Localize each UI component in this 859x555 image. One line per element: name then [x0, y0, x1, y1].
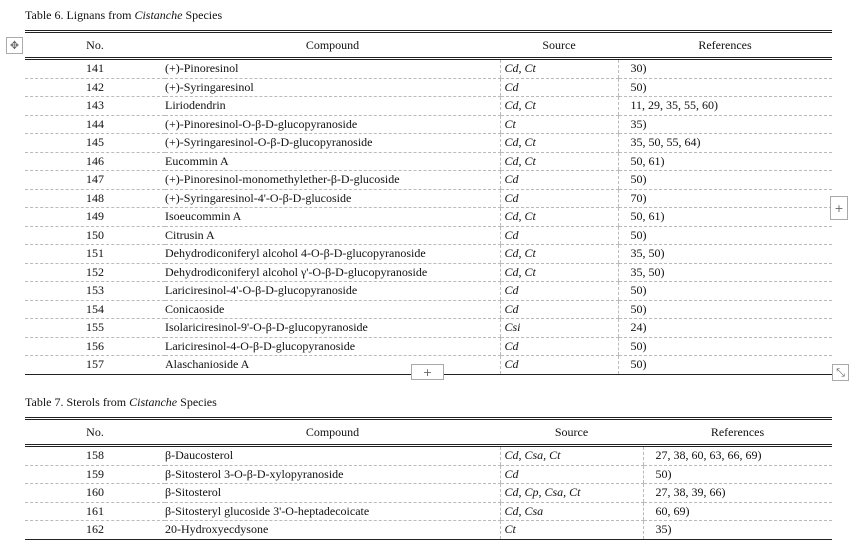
- cell-source: Cd, Cp, Csa, Ct: [500, 484, 643, 503]
- table-row: [25, 97, 832, 116]
- cell-source: Cd: [500, 337, 618, 356]
- cell-no: 144: [25, 115, 165, 134]
- cell-source: Cd, Csa: [500, 502, 643, 521]
- cell-no: 146: [25, 152, 165, 171]
- cell-source: Cd, Ct: [500, 59, 618, 79]
- cell-no: 148: [25, 189, 165, 208]
- cell-references: 50): [618, 356, 832, 375]
- cell-compound: β-Sitosteryl glucoside 3'-O-heptadecoicate: [165, 502, 500, 521]
- table-row: [25, 300, 832, 319]
- header-compound: Compound: [165, 32, 500, 59]
- table-row: [25, 337, 832, 356]
- header-source: Source: [500, 419, 643, 446]
- table-row: [25, 226, 832, 245]
- cell-source: Cd, Ct: [500, 97, 618, 116]
- cell-compound: Isoeucommin A: [165, 208, 500, 227]
- cell-references: 30): [618, 59, 832, 79]
- header-compound: Compound: [165, 419, 500, 446]
- cell-references: 60, 69): [643, 502, 832, 521]
- cell-compound: Citrusin A: [165, 226, 500, 245]
- cell-compound: β-Sitosterol 3-O-β-D-xylopyranoside: [165, 465, 500, 484]
- cell-references: 11, 29, 35, 55, 60): [618, 97, 832, 116]
- cell-compound: (+)-Syringaresinol-4'-O-β-D-glucoside: [165, 189, 500, 208]
- cell-references: 50): [618, 300, 832, 319]
- add-column-button[interactable]: +: [830, 196, 848, 220]
- table-row: [25, 152, 832, 171]
- cell-references: 27, 38, 60, 63, 66, 69): [643, 446, 832, 466]
- table-row: [25, 484, 832, 503]
- cell-source: Cd: [500, 356, 618, 375]
- cell-source: Cd: [500, 465, 643, 484]
- cell-no: 156: [25, 337, 165, 356]
- cell-source: Ct: [500, 115, 618, 134]
- cell-compound: β-Daucosterol: [165, 446, 500, 466]
- header-references: References: [618, 32, 832, 59]
- cell-references: 50): [618, 282, 832, 301]
- table7-caption: Table 7. Sterols from Cistanche Species: [25, 395, 217, 409]
- cell-compound: β-Sitosterol: [165, 484, 500, 503]
- cell-compound: Alaschanioside A: [165, 356, 500, 375]
- table-row: [25, 189, 832, 208]
- cell-no: 143: [25, 97, 165, 116]
- cell-source: Ct: [500, 521, 643, 540]
- table-row: [25, 78, 832, 97]
- cell-compound: Isolariciresinol-9'-O-β-D-glucopyranoside: [165, 319, 500, 338]
- cell-no: 151: [25, 245, 165, 264]
- cell-references: 35): [618, 115, 832, 134]
- add-row-button[interactable]: +: [411, 364, 444, 380]
- cell-source: Cd: [500, 226, 618, 245]
- cell-source: Cd, Ct: [500, 152, 618, 171]
- cell-compound: Lariciresinol-4-O-β-D-glucopyranoside: [165, 337, 500, 356]
- header-references: References: [643, 419, 832, 446]
- cell-source: Cd: [500, 78, 618, 97]
- table-row: [25, 502, 832, 521]
- cell-no: 150: [25, 226, 165, 245]
- cell-no: 152: [25, 263, 165, 282]
- table-row: [25, 319, 832, 338]
- cell-references: 24): [618, 319, 832, 338]
- table-row: [25, 282, 832, 301]
- table-row: [25, 245, 832, 264]
- table-row: [25, 465, 832, 484]
- cell-compound: Lariciresinol-4'-O-β-D-glucopyranoside: [165, 282, 500, 301]
- cell-compound: 20-Hydroxyecdysone: [165, 521, 500, 540]
- cell-no: 160: [25, 484, 165, 503]
- cell-no: 145: [25, 134, 165, 153]
- cell-references: 50): [618, 226, 832, 245]
- cell-references: 35, 50): [618, 263, 832, 282]
- table-row: [25, 134, 832, 153]
- cell-source: Cd, Ct: [500, 263, 618, 282]
- lignans-table: [25, 30, 832, 375]
- cell-compound: Dehydrodiconiferyl alcohol 4-O-β-D-glucopyranoside: [165, 245, 500, 264]
- cell-no: 142: [25, 78, 165, 97]
- cell-compound: (+)-Syringaresinol-O-β-D-glucopyranoside: [165, 134, 500, 153]
- table-row: [25, 59, 832, 79]
- cell-no: 155: [25, 319, 165, 338]
- cell-no: 158: [25, 446, 165, 466]
- cell-source: Cd, Ct: [500, 134, 618, 153]
- cell-compound: (+)-Syringaresinol: [165, 78, 500, 97]
- table-row: [25, 208, 832, 227]
- cell-no: 153: [25, 282, 165, 301]
- cell-references: 50): [618, 337, 832, 356]
- table-move-icon[interactable]: ✥: [6, 37, 23, 54]
- header-no: No.: [25, 419, 165, 446]
- cell-source: Cd: [500, 189, 618, 208]
- cell-references: 35): [643, 521, 832, 540]
- cell-references: 50): [618, 78, 832, 97]
- cell-no: 147: [25, 171, 165, 190]
- table-row: [25, 115, 832, 134]
- cell-source: Cd, Ct: [500, 245, 618, 264]
- cell-references: 50): [618, 171, 832, 190]
- table-row: [25, 446, 832, 466]
- cell-compound: Conicaoside: [165, 300, 500, 319]
- cell-references: 50): [643, 465, 832, 484]
- cell-compound: (+)-Pinoresinol-O-β-D-glucopyranoside: [165, 115, 500, 134]
- cell-no: 162: [25, 521, 165, 540]
- cell-no: 161: [25, 502, 165, 521]
- cell-no: 154: [25, 300, 165, 319]
- cell-references: 35, 50, 55, 64): [618, 134, 832, 153]
- cell-compound: Liriodendrin: [165, 97, 500, 116]
- cell-compound: Eucommin A: [165, 152, 500, 171]
- table-row: [25, 521, 832, 540]
- cell-source: Cd, Ct: [500, 208, 618, 227]
- cell-compound: (+)-Pinoresinol-monomethylether-β-D-glucoside: [165, 171, 500, 190]
- table6-caption: Table 6. Lignans from Cistanche Species: [25, 8, 223, 22]
- cell-compound: (+)-Pinoresinol: [165, 59, 500, 79]
- cell-source: Csi: [500, 319, 618, 338]
- cell-no: 149: [25, 208, 165, 227]
- cell-references: 50, 61): [618, 208, 832, 227]
- table-row: [25, 171, 832, 190]
- cell-references: 70): [618, 189, 832, 208]
- cell-no: 159: [25, 465, 165, 484]
- header-source: Source: [500, 32, 618, 59]
- cell-source: Cd, Csa, Ct: [500, 446, 643, 466]
- header-no: No.: [25, 32, 165, 59]
- cell-no: 157: [25, 356, 165, 375]
- cell-source: Cd: [500, 300, 618, 319]
- cell-compound: Dehydrodiconiferyl alcohol γ'-O-β-D-glucopyranoside: [165, 263, 500, 282]
- cell-no: 141: [25, 59, 165, 79]
- cell-references: 27, 38, 39, 66): [643, 484, 832, 503]
- cell-references: 50, 61): [618, 152, 832, 171]
- sterols-table: [25, 417, 832, 540]
- cell-source: Cd: [500, 171, 618, 190]
- table-resize-icon[interactable]: ⤡: [832, 364, 849, 381]
- cell-source: Cd: [500, 282, 618, 301]
- table-row: [25, 263, 832, 282]
- cell-references: 35, 50): [618, 245, 832, 264]
